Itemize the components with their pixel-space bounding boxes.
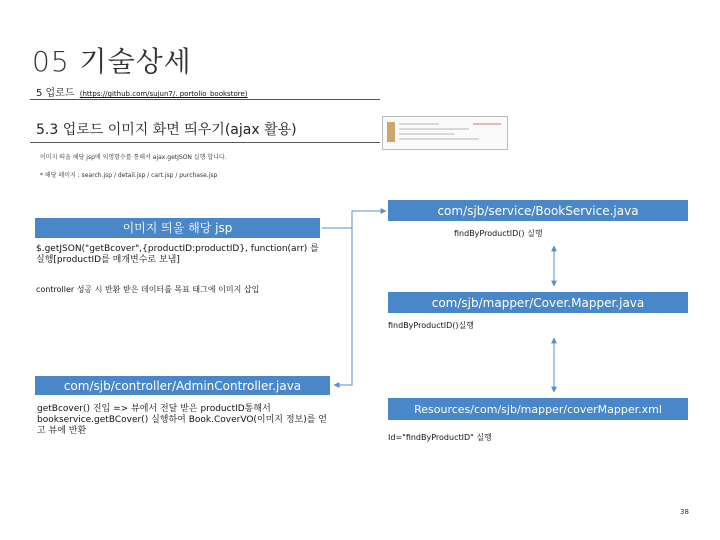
- repo-link[interactable]: (https://github.com/sujun7/. portolio_bookstore): [79, 90, 248, 98]
- jsp-box: 이미지 띄울 해당 jsp: [35, 218, 320, 238]
- service-box: com/sjb/service/BookService.java: [388, 200, 688, 221]
- section-heading: 5.3 업로드 이미지 화면 띄우기(ajax 활용): [36, 122, 297, 138]
- subtitle-prefix: 5 업로드: [36, 88, 75, 99]
- xml-description: Id="findByProductID" 실행: [388, 433, 492, 442]
- mapper-box: com/sjb/mapper/Cover.Mapper.java: [388, 292, 688, 313]
- service-description: findByProductID() 실행: [454, 229, 543, 238]
- xml-box: Resources/com/sjb/mapper/coverMapper.xml: [388, 398, 688, 420]
- jsp-description-insert: controller 성공 시 반환 받은 데이터를 목표 태그에 이미지 삽입: [36, 285, 260, 294]
- connector-to-controller: [334, 376, 352, 385]
- note-pages: * 해당 페이지 : search.jsp / detail.jsp / cart.jsp / purchase.jsp: [40, 172, 218, 179]
- page-number: 38: [680, 508, 689, 516]
- mapper-description: findByProductID()실행: [388, 321, 475, 330]
- controller-description: getBcover() 진입 => 뷰에서 전달 받은 productID통해서 bookservice.getBCover() 실행하여 Book.CoverVO(이미지 정보)를 얻고 뷰에 반환: [37, 404, 328, 436]
- note-ajax: 이미지 띄울 해당 jsp에 익명함수를 통해서 ajax.getJSON 실행 합니다.: [40, 154, 227, 161]
- slide-title: 05 기술상세: [32, 45, 192, 78]
- controller-box: com/sjb/controller/AdminController.java: [35, 376, 330, 395]
- jsp-description-getjson: $.getJSON("getBcover",{productID:productID}, function(arr) 를 실행[productID를 매개변수로 보냄]: [36, 244, 319, 265]
- connector-jsp-service: [322, 211, 386, 228]
